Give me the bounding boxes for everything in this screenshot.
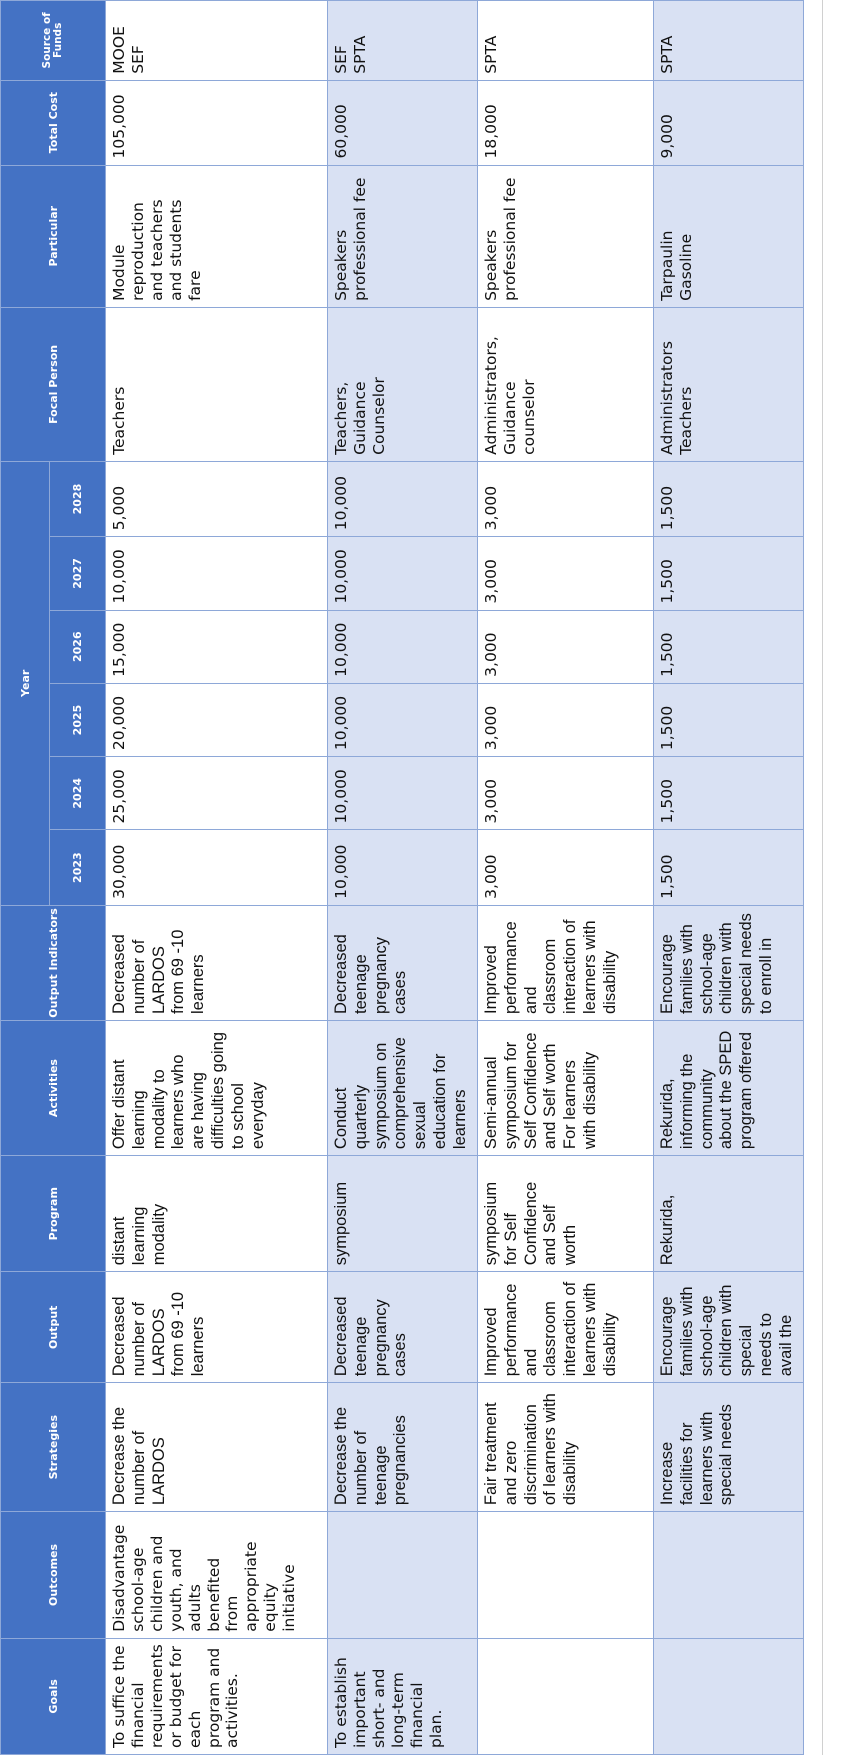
year-2027-cell: 10,000 <box>328 537 478 610</box>
source-of-funds-cell: MOOE SEF <box>106 1 328 81</box>
year-2026-cell: 1,500 <box>654 610 804 683</box>
year-2026-cell: 3,000 <box>478 610 654 683</box>
outcome-cell <box>654 1512 804 1639</box>
outcome-cell: Disadvantage school-age children and youth, and adults benefited from appropriate equity initiative <box>106 1512 328 1639</box>
header-year-2027: 2027 <box>50 537 106 610</box>
focal-person-cell: Administrators Teachers <box>654 307 804 461</box>
header-year-2025: 2025 <box>50 683 106 756</box>
year-2028-cell: 10,000 <box>328 461 478 536</box>
year-2025-cell: 3,000 <box>478 683 654 756</box>
total-cost-cell: 60,000 <box>328 80 478 165</box>
indicator-cell: Encourage families with school-age children with special needs to enroll in <box>654 905 804 1020</box>
header-total-cost: Total Cost <box>1 80 106 165</box>
header-particular: Particular <box>1 165 106 307</box>
focal-person-cell: Teachers, Guidance Counselor <box>328 307 478 461</box>
year-2026-cell: 15,000 <box>106 610 328 683</box>
program-cell: symposium <box>328 1156 478 1272</box>
source-of-funds-cell: SPTA <box>478 1 654 81</box>
source-of-funds-cell: SPTA <box>654 1 804 81</box>
year-2024-cell: 10,000 <box>328 757 478 830</box>
indicator-cell: Decreased teenage pregnancy cases <box>328 905 478 1020</box>
activity-cell: Rekurida, informing the community about the SPED program offered <box>654 1021 804 1156</box>
year-2025-cell: 10,000 <box>328 683 478 756</box>
header-program: Program <box>1 1156 106 1272</box>
year-2023-cell: 3,000 <box>478 830 654 905</box>
goal-cell: To suffice the financial requirements or budget for each program and activities. <box>106 1638 328 1754</box>
table-row <box>106 1 328 1755</box>
header-goals: Goals <box>1 1638 106 1754</box>
focal-person-cell: Teachers <box>106 307 328 461</box>
indicator-cell: Improved performance and classroom interaction of learners with disability <box>478 905 654 1020</box>
indicator-cell: Decreased number of LARDOS from 69 -10 learners <box>106 905 328 1020</box>
header-focal-person: Focal Person <box>1 307 106 461</box>
year-2028-cell: 1,500 <box>654 461 804 536</box>
strategy-cell: Increase facilities for learners with special needs <box>654 1383 804 1512</box>
activity-cell: Semi-annual symposium for Self Confidence and Self worth For learners with disability <box>478 1021 654 1156</box>
source-of-funds-cell: SEF SPTA <box>328 1 478 81</box>
goal-cell <box>478 1638 654 1754</box>
year-2028-cell: 3,000 <box>478 461 654 536</box>
table-row <box>478 1 654 1755</box>
year-2027-cell: 10,000 <box>106 537 328 610</box>
outcome-cell <box>328 1512 478 1639</box>
program-cell: distant learning modality <box>106 1156 328 1272</box>
goal-cell <box>654 1638 804 1754</box>
particular-cell: Speakers professional fee <box>328 165 478 307</box>
strategy-cell: Decrease the number of LARDOS <box>106 1383 328 1512</box>
header-output: Output <box>1 1272 106 1383</box>
activity-cell: Offer distant learning modality to learners who are having difficulties going to school everyday <box>106 1021 328 1156</box>
header-year: Year <box>1 461 50 905</box>
header-output-indicators: Output Indicators <box>1 905 106 1020</box>
header-year-2028: 2028 <box>50 461 106 536</box>
header-strategies: Strategies <box>1 1383 106 1512</box>
strategy-cell: Fair treatment and zero discrimination of learners with disability <box>478 1383 654 1512</box>
goal-cell: To establish important short- and long-term financial plan. <box>328 1638 478 1754</box>
table-row <box>654 1 804 1755</box>
total-cost-cell: 105,000 <box>106 80 328 165</box>
year-2027-cell: 3,000 <box>478 537 654 610</box>
header-source-of-funds: Source of Funds <box>1 1 106 81</box>
header-year-2023: 2023 <box>50 830 106 905</box>
year-2024-cell: 3,000 <box>478 757 654 830</box>
strategy-cell: Decrease the number of teenage pregnancies <box>328 1383 478 1512</box>
year-2024-cell: 25,000 <box>106 757 328 830</box>
header-year-2024: 2024 <box>50 757 106 830</box>
year-2023-cell: 10,000 <box>328 830 478 905</box>
program-cell: Rekurida, <box>654 1156 804 1272</box>
total-cost-cell: 9,000 <box>654 80 804 165</box>
focal-person-cell: Administrators, Guidance counselor <box>478 307 654 461</box>
total-cost-cell: 18,000 <box>478 80 654 165</box>
table-row <box>328 1 478 1755</box>
activity-cell: Conduct quarterly symposium on comprehensive sexual education for learners <box>328 1021 478 1156</box>
year-2023-cell: 30,000 <box>106 830 328 905</box>
output-cell: Improved performance and classroom interaction of learners with disability <box>478 1272 654 1383</box>
header-year-2026: 2026 <box>50 610 106 683</box>
particular-cell: Module reproduction and teachers and students fare <box>106 165 328 307</box>
particular-cell: Tarpaulin Gasoline <box>654 165 804 307</box>
particular-cell: Speakers professional fee <box>478 165 654 307</box>
program-cell: symposium for Self Confidence and Self worth <box>478 1156 654 1272</box>
year-2025-cell: 20,000 <box>106 683 328 756</box>
year-2028-cell: 5,000 <box>106 461 328 536</box>
year-2024-cell: 1,500 <box>654 757 804 830</box>
year-2023-cell: 1,500 <box>654 830 804 905</box>
year-2026-cell: 10,000 <box>328 610 478 683</box>
year-2027-cell: 1,500 <box>654 537 804 610</box>
header-outcomes: Outcomes <box>1 1512 106 1639</box>
header-activities: Activities <box>1 1021 106 1156</box>
output-cell: Decreased number of LARDOS from 69 -10 learners <box>106 1272 328 1383</box>
outcome-cell <box>478 1512 654 1639</box>
output-cell: Encourage families with school-age children with special needs to avail the <box>654 1272 804 1383</box>
year-2025-cell: 1,500 <box>654 683 804 756</box>
output-cell: Decreased teenage pregnancy cases <box>328 1272 478 1383</box>
page-edge-line <box>822 0 823 1755</box>
